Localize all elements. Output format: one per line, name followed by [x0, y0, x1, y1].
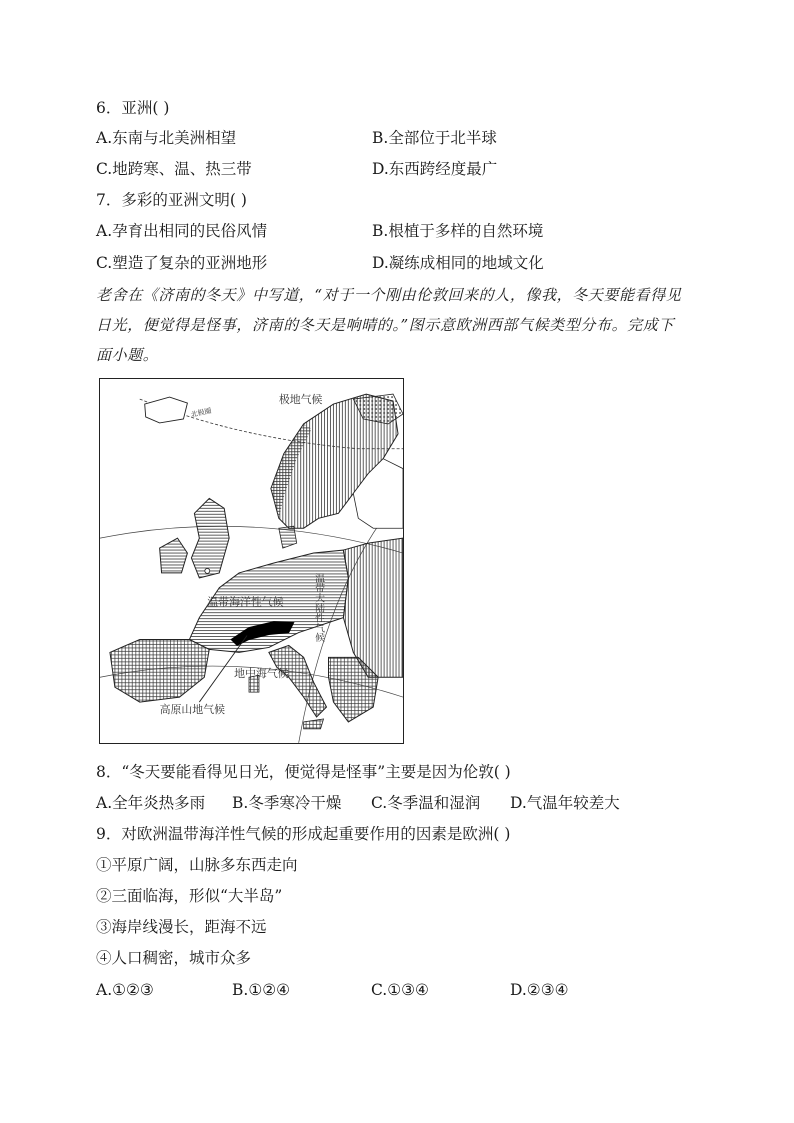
label-polar: 极地气候 [278, 393, 323, 407]
intro-line-2: 日光，便觉得是怪事，济南的冬天是响晴的。”图示意欧洲西部气候类型分布。完成下 [96, 316, 674, 334]
iceland-shape [145, 397, 188, 423]
q8-option-b: B.冬季寒冷干燥 [232, 794, 342, 812]
intro-paragraph [96, 280, 706, 370]
q7-option-d: D.凝练成相同的地域文化 [372, 254, 544, 272]
q6-option-a: A.东南与北美洲相望 [96, 129, 237, 147]
q9-option-a: A.①②③ [96, 981, 154, 999]
label-continental: 温带大陆性气候 [313, 572, 325, 643]
q8-option-d: D.气温年较差大 [510, 794, 620, 812]
q8-option-c: C.冬季温和湿润 [371, 794, 481, 812]
label-arctic-circle: 北极圈 [190, 406, 213, 419]
q9-stem: 9．对欧洲温带海洋性气候的形成起重要作用的因素是欧洲( ) [96, 825, 511, 843]
q9-option-d: D.②③④ [510, 981, 569, 999]
intro-line-1: 老舍在《济南的冬天》中写道，“对于一个刚由伦敦回来的人，像我，冬天要能看得见 [96, 286, 682, 304]
italy-shape [269, 645, 327, 717]
q9-statement-4: ④人口稠密，城市众多 [96, 949, 252, 967]
q9-statement-3: ③海岸线漫长，距海不远 [96, 918, 267, 936]
europe-climate-map [99, 378, 404, 744]
q9-option-b: B.①②④ [232, 981, 291, 999]
london-marker [205, 568, 210, 573]
ireland-shape [160, 538, 188, 573]
q6-option-b: B.全部位于北半球 [372, 129, 497, 147]
q7-option-c: C.塑造了复杂的亚洲地形 [96, 254, 268, 272]
continental-climate-zone [343, 538, 403, 677]
sicily-shape [304, 719, 324, 729]
q7-stem: 7．多彩的亚洲文明( ) [96, 191, 247, 209]
map-svg [100, 379, 403, 743]
q6-option-d: D.东西跨经度最广 [372, 160, 498, 178]
q7-option-a: A.孕育出相同的民俗风情 [96, 222, 268, 240]
q9-statement-2: ②三面临海，形似“大半岛” [96, 887, 283, 905]
intro-line-3: 面小题。 [96, 346, 159, 364]
q7-option-b: B.根植于多样的自然环境 [372, 222, 544, 240]
q6-stem: 6．亚洲( ) [96, 99, 170, 117]
label-maritime: 温带海洋性气候 [207, 595, 284, 609]
great-britain-shape [191, 498, 229, 577]
denmark-shape [279, 526, 297, 548]
q8-stem: 8．“冬天要能看得见日光，便觉得是怪事”主要是因为伦敦( ) [96, 763, 511, 781]
q9-option-c: C.①③④ [371, 981, 429, 999]
q8-option-a: A.全年炎热多雨 [96, 794, 206, 812]
label-mediterranean: 地中海气候 [234, 667, 289, 681]
label-highland: 高原山地气候 [159, 702, 226, 716]
q9-statement-1: ①平原广阔，山脉多东西走向 [96, 856, 298, 874]
iberia-shape [110, 639, 209, 702]
q6-option-c: C.地跨寒、温、热三带 [96, 160, 252, 178]
